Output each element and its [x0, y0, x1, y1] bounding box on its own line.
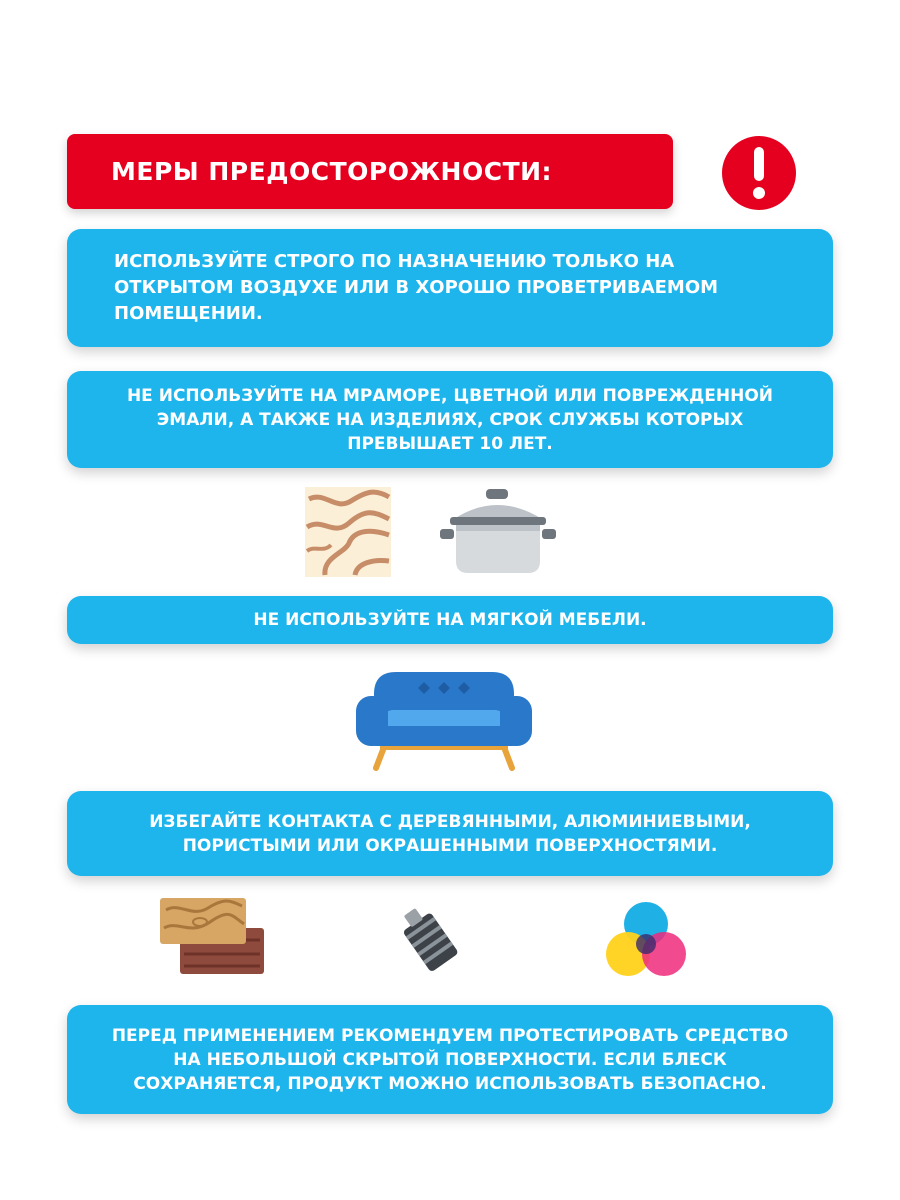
aluminum-radiator-icon	[398, 902, 472, 974]
sofa-icon	[356, 668, 532, 772]
notice-surfaces	[67, 791, 833, 876]
notice-marble	[67, 371, 833, 468]
exclamation-icon	[721, 135, 797, 211]
notice-test-text: ПЕРЕД ПРИМЕНЕНИЕМ РЕКОМЕНДУЕМ ПРОТЕСТИРОВАТЬ СРЕДСТВО НА НЕБОЛЬШОЙ СКРЫТОЙ ПОВЕРХНОСТИ. ЕСЛИ БЛЕСК СОХРАНЯЕТСЯ, ПРОДУКТ МОЖНО ИСПОЛЬЗОВАТЬ БЕЗОПАСНО.	[111, 1025, 789, 1094]
notice-marble-text: НЕ ИСПОЛЬЗУЙТЕ НА МРАМОРЕ, ЦВЕТНОЙ ИЛИ ПОВРЕЖДЕННОЙ ЭМАЛИ, А ТАКЖЕ НА ИЗДЕЛИЯХ, СРОК СЛУЖБЫ КОТОРЫХ ПРЕВЫШАЕТ 10 ЛЕТ.	[126, 385, 774, 454]
cooking-pot-icon	[440, 487, 556, 577]
notice-surfaces-text: ИЗБЕГАЙТЕ КОНТАКТА С ДЕРЕВЯННЫМИ, АЛЮМИНИЕВЫМИ, ПОРИСТЫМИ ИЛИ ОКРАШЕННЫМИ ПОВЕРХНОСТЯМИ.	[149, 811, 751, 856]
header-banner	[67, 134, 673, 209]
wood-planks-icon	[160, 898, 266, 976]
notice-open-air	[67, 229, 833, 347]
notice-furniture	[67, 596, 833, 644]
notice-test	[67, 1005, 833, 1114]
notice-furniture-text: НЕ ИСПОЛЬЗУЙТЕ НА МЯГКОЙ МЕБЕЛИ.	[253, 610, 647, 630]
color-circles-icon	[604, 900, 688, 980]
page-title: МЕРЫ ПРЕДОСТОРОЖНОСТИ:	[111, 157, 553, 186]
notice-open-air-text: ИСПОЛЬЗУЙТЕ СТРОГО ПО НАЗНАЧЕНИЮ ТОЛЬКО НА ОТКРЫТОМ ВОЗДУХЕ ИЛИ В ХОРОШО ПРОВЕТРИВАЕМОМ ПОМЕЩЕНИИ.	[114, 251, 719, 324]
marble-icon	[305, 487, 391, 577]
